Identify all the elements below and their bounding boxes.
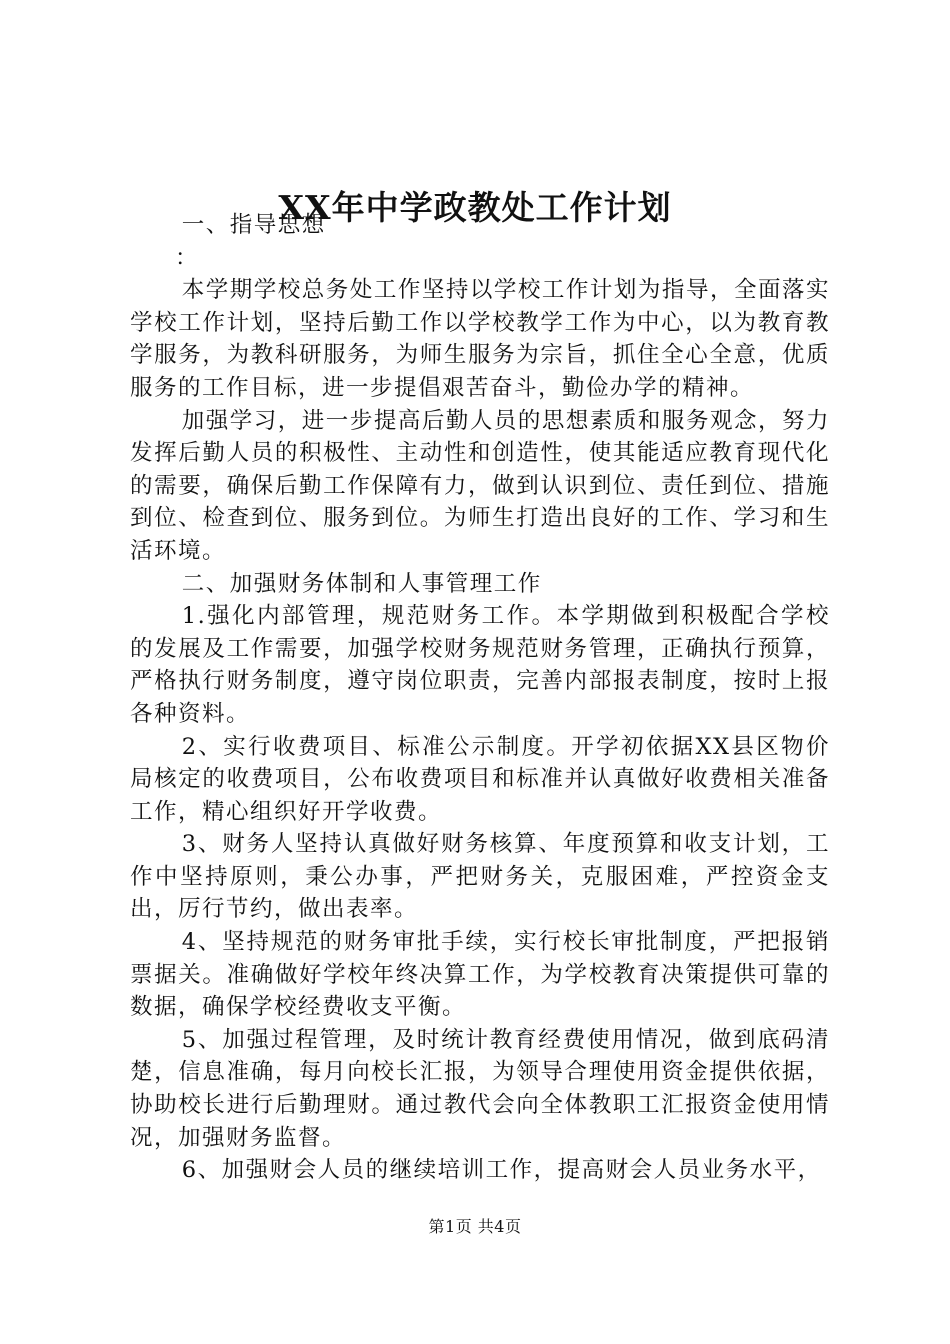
page-footer: 第1页 共4页 (428, 1217, 522, 1236)
paragraph-study: 加强学习，进一步提高后勤人员的思想素质和服务观念，努力发挥后勤人员的积极性、主动性和创造性，使其能适应教育现代化的需要，确保后勤工作保障有力，做到认识到位、责任到位、措施到位、检查到位、服务到位。为师生打造出良好的工作、学习和生活环境。 (130, 407, 830, 564)
list-item-1: 1.强化内部管理，规范财务工作。本学期做到积极配合学校的发展及工作需要，加强学校财务规范财务管理，正确执行预算，严格执行财务制度，遵守岗位职责，完善内部报表制度，按时上报各种资料。 (130, 603, 830, 727)
paragraph-intro: 本学期学校总务处工作坚持以学校工作计划为指导，全面落实学校工作计划，坚持后勤工作以学校教学工作为中心，以为教育教学服务，为教科研服务，为师生服务为宗旨，抓住全心全意，优质服务的工作目标，进一步提倡艰苦奋斗，勤俭办学的精神。 (130, 277, 830, 401)
section-heading-guiding-thought: 一、指导思想 (181, 212, 326, 238)
list-item-2: 2、实行收费项目、标准公示制度。开学初依据XX县区物价局核定的收费项目，公布收费项目和标准并认真做好收费相关准备工作，精心组织好开学收费。 (130, 733, 830, 825)
list-item-3: 3、财务人坚持认真做好财务核算、年度预算和收支计划，工作中坚持原则，秉公办事，严把财务关，克服困难，严控资金支出，厉行节约，做出表率。 (130, 831, 830, 923)
list-item-6: 6、加强财会人员的继续培训工作，提高财会人员业务水平， (181, 1157, 822, 1184)
section-heading-finance: 二、加强财务体制和人事管理工作 (181, 570, 542, 597)
document-body (130, 209, 830, 1187)
list-item-5: 5、加强过程管理，及时统计教育经费使用情况，做到底码清楚，信息准确，每月向校长汇报，为领导合理使用资金提供依据，协助校长进行后勤理财。通过教代会向全体教职工汇报资金使用情况，加强财务监督。 (130, 1026, 830, 1151)
document-title: XX年中学政教处工作计划 (278, 188, 672, 227)
colon-line: ： (175, 244, 200, 271)
list-item-4: 4、坚持规范的财务审批手续，实行校长审批制度，严把报销票据关。准确做好学校年终决算工作，为学校教育决策提供可靠的数据，确保学校经费收支平衡。 (130, 929, 830, 1021)
